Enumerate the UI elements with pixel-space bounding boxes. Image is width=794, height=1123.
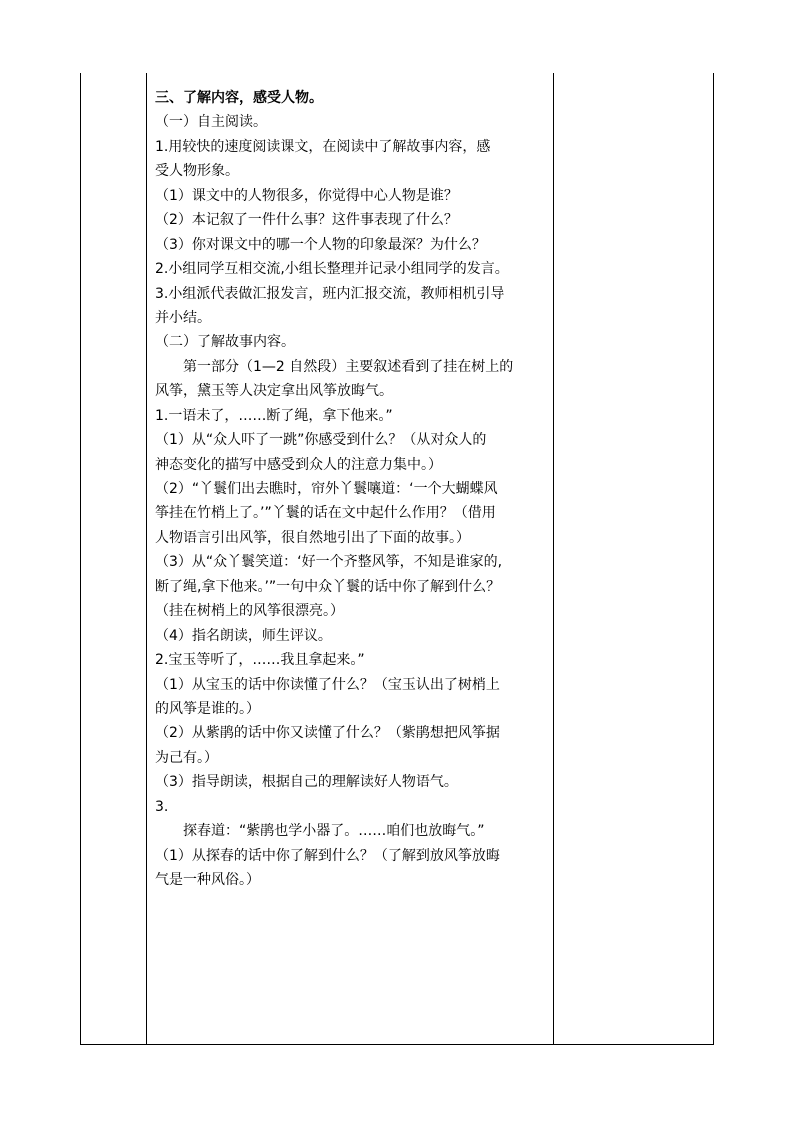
text-line: （2）从紫鹃的话中你又读懂了什么？（紫鹃想把风筝据 bbox=[155, 725, 500, 742]
text-line: 气是一种风俗。） bbox=[155, 872, 260, 888]
text-line: 3.小组派代表做汇报发言，班内汇报交流，教师相机引导 bbox=[155, 285, 505, 302]
section-heading: 三、了解内容，感受人物。 bbox=[155, 90, 323, 106]
text-line: 1.用较快的速度阅读课文，在阅读中了解故事内容，感 bbox=[155, 138, 491, 155]
text-line: 探春道：“紫鹃也学小器了。……咱们也放晦气。” bbox=[183, 823, 485, 840]
text-line: 风筝，黛玉等人决定拿出风筝放晦气。 bbox=[155, 383, 393, 400]
text-line: （挂在树梢上的风筝很漂亮。） bbox=[155, 603, 344, 620]
text-line: （1）从“众人吓了一跳”你感受到什么？（从对众人的 bbox=[155, 432, 487, 449]
text-line: 神态变化的描写中感受到众人的注意力集中。） bbox=[155, 456, 442, 473]
text-line: 人物语言引出风筝，很自然地引出了下面的故事。） bbox=[155, 529, 470, 546]
text-line: 1.一语未了，……断了绳，拿下他来。” bbox=[155, 407, 393, 424]
text-line: （2）本记叙了一件什么事？这件事表现了什么？ bbox=[155, 212, 458, 229]
text-line: （一）自主阅读。 bbox=[155, 114, 267, 131]
text-line: 筝挂在竹梢上了。’”丫鬟的话在文中起什么作用？（借用 bbox=[155, 505, 496, 522]
text-line: （1）从探春的话中你了解到什么？（了解到放风筝放晦 bbox=[155, 847, 500, 864]
text-line: （4）指名朗读，师生评议。 bbox=[155, 627, 332, 644]
text-line: 3. bbox=[155, 798, 169, 815]
text-line: （1）从宝玉的话中你读懂了什么？（宝玉认出了树梢上 bbox=[155, 676, 500, 693]
text-line: （2）“丫鬟们出去瞧时，帘外丫鬟嚷道：‘一个大蝴蝶风 bbox=[155, 481, 498, 497]
text-line: （3）你对课文中的哪一个人物的印象最深？为什么？ bbox=[155, 236, 486, 253]
text-line: 断了绳,拿下他来。’”一句中众丫鬟的话中你了解到什么？ bbox=[155, 578, 501, 595]
text-line: 2.宝玉等听了，……我且拿起来。” bbox=[155, 652, 365, 669]
text-line: 为己有。） bbox=[155, 749, 218, 766]
table-divider-1 bbox=[146, 73, 147, 1045]
text-line: （3）从“众丫鬟笑道：‘好一个齐整风筝，不知是谁家的, bbox=[155, 554, 503, 571]
table-border-left bbox=[80, 73, 81, 1045]
text-line: 并小结。 bbox=[155, 309, 211, 326]
text-line: 的风筝是谁的。） bbox=[155, 700, 260, 717]
table-border-right bbox=[713, 73, 714, 1045]
text-line: 第一部分（1—2 自然段）主要叙述看到了挂在树上的 bbox=[183, 358, 514, 375]
table-border-bottom bbox=[80, 1044, 713, 1045]
text-line: （3）指导朗读，根据自己的理解读好人物语气。 bbox=[155, 774, 458, 791]
lesson-content-cell bbox=[155, 86, 555, 892]
text-line: 受人物形象。 bbox=[155, 163, 239, 180]
text-line: （二）了解故事内容。 bbox=[155, 334, 295, 351]
text-line: 2.小组同学互相交流,小组长整理并记录小组同学的发言。 bbox=[155, 261, 509, 278]
text-line: （1）课文中的人物很多，你觉得中心人物是谁？ bbox=[155, 187, 458, 204]
